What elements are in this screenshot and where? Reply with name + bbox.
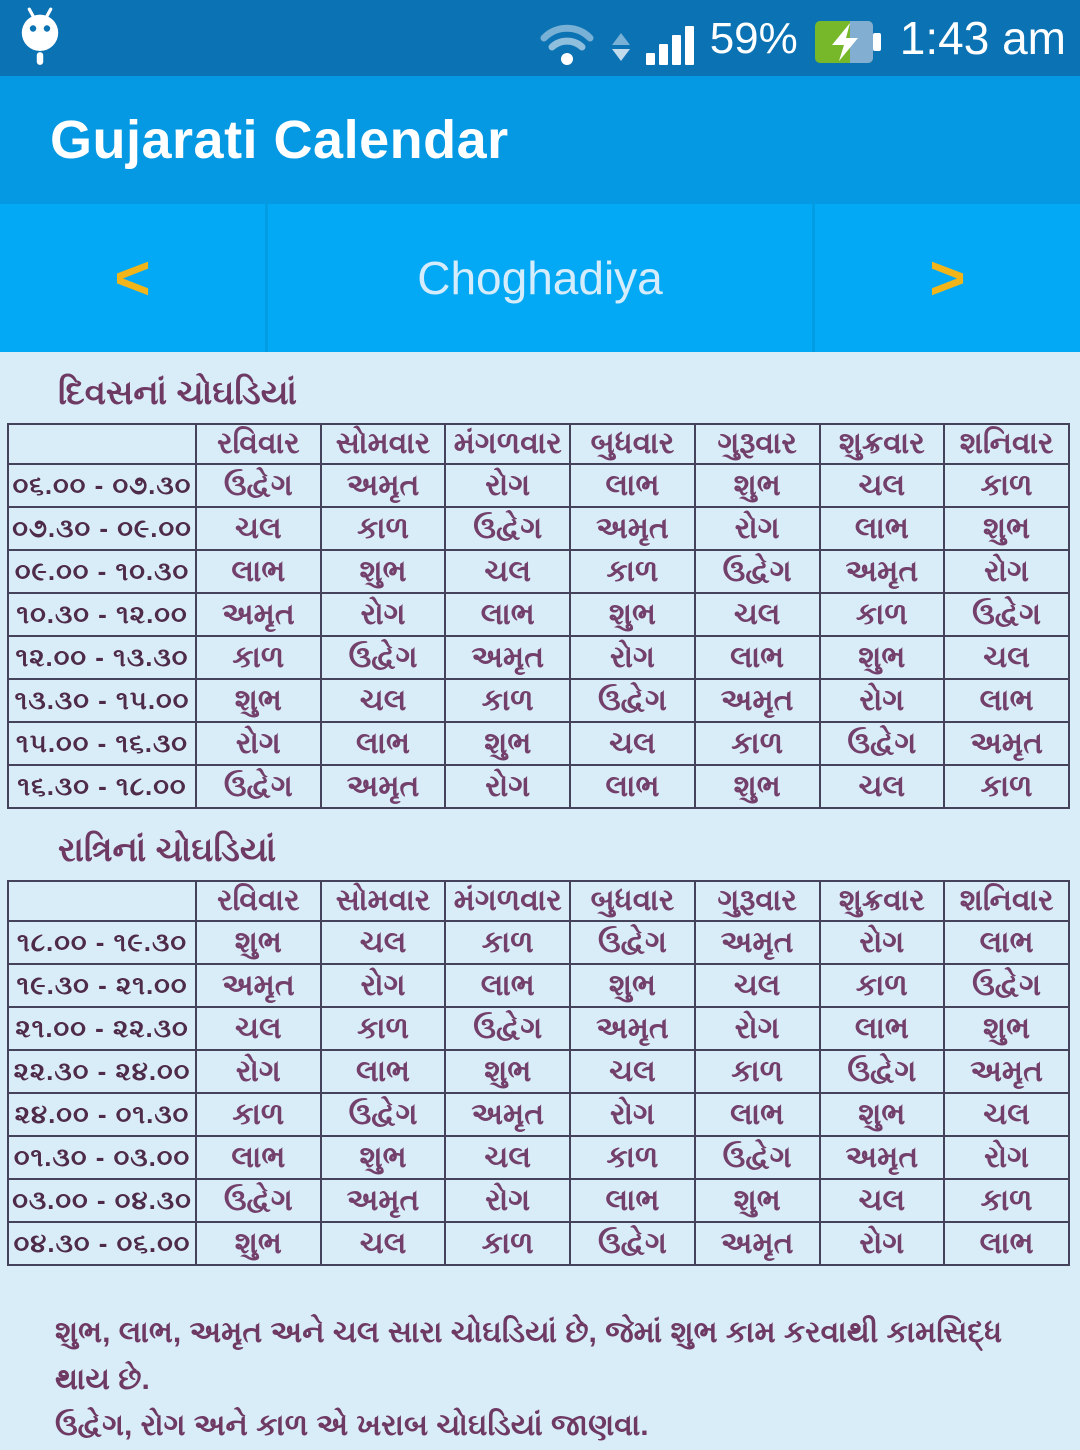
choghadiya-cell: ઉદ્વેગ <box>321 1093 446 1136</box>
table-header-row <box>8 881 1069 921</box>
choghadiya-cell: શુભ <box>445 722 570 765</box>
choghadiya-cell: રોગ <box>820 921 945 964</box>
choghadiya-cell: રોગ <box>196 722 321 765</box>
choghadiya-cell: અમૃત <box>695 1222 820 1265</box>
time-cell: ૦૪.૩૦ - ૦૬.૦૦ <box>8 1222 196 1265</box>
day-header-cell: સોમવાર <box>321 881 446 921</box>
choghadiya-cell: ઉદ્વેગ <box>570 921 695 964</box>
choghadiya-cell: કાળ <box>944 1179 1069 1222</box>
choghadiya-cell: લાભ <box>445 593 570 636</box>
choghadiya-cell: રોગ <box>321 593 446 636</box>
next-button[interactable]: > <box>812 204 1080 352</box>
status-time: 1:43 am <box>899 12 1066 64</box>
choghadiya-cell: શુભ <box>695 1179 820 1222</box>
choghadiya-cell: લાભ <box>196 550 321 593</box>
choghadiya-cell: ચલ <box>944 1093 1069 1136</box>
status-bar <box>0 0 1080 76</box>
choghadiya-cell: શુભ <box>820 636 945 679</box>
time-cell: ૦૯.૦૦ - ૧૦.૩૦ <box>8 550 196 593</box>
battery-charging-icon <box>814 18 884 71</box>
choghadiya-cell: કાળ <box>944 464 1069 507</box>
choghadiya-cell: લાભ <box>944 679 1069 722</box>
choghadiya-cell: રોગ <box>445 765 570 808</box>
choghadiya-cell: ઉદ્વેગ <box>944 964 1069 1007</box>
prev-button[interactable]: < <box>0 204 268 352</box>
day-header-cell: ગુરૂવાર <box>695 424 820 464</box>
choghadiya-cell: ચલ <box>820 765 945 808</box>
choghadiya-cell: કાળ <box>820 964 945 1007</box>
choghadiya-cell: અમૃત <box>570 1007 695 1050</box>
choghadiya-cell: અમૃત <box>820 1136 945 1179</box>
choghadiya-cell: કાળ <box>820 593 945 636</box>
choghadiya-cell: અમૃત <box>695 921 820 964</box>
table-row <box>8 550 1069 593</box>
choghadiya-cell: કાળ <box>570 550 695 593</box>
choghadiya-cell: ચલ <box>445 1136 570 1179</box>
choghadiya-cell: લાભ <box>944 921 1069 964</box>
choghadiya-cell: અમૃત <box>570 507 695 550</box>
choghadiya-cell: અમૃત <box>196 964 321 1007</box>
choghadiya-cell: શુભ <box>196 679 321 722</box>
choghadiya-cell: ચલ <box>695 593 820 636</box>
choghadiya-cell: કાળ <box>445 1222 570 1265</box>
choghadiya-cell: કાળ <box>944 765 1069 808</box>
choghadiya-cell: શુભ <box>944 1007 1069 1050</box>
time-cell: ૨૧.૦૦ - ૨૨.૩૦ <box>8 1007 196 1050</box>
time-cell: ૧૦.૩૦ - ૧૨.૦૦ <box>8 593 196 636</box>
choghadiya-cell: ચલ <box>944 636 1069 679</box>
choghadiya-cell: રોગ <box>695 1007 820 1050</box>
table-row <box>8 464 1069 507</box>
page-title: Gujarati Calendar <box>50 110 509 170</box>
table-row <box>8 1179 1069 1222</box>
choghadiya-cell: શુભ <box>570 964 695 1007</box>
corner-cell <box>8 881 196 921</box>
table-row <box>8 964 1069 1007</box>
choghadiya-cell: અમૃત <box>944 1050 1069 1093</box>
day-header-cell: રવિવાર <box>196 424 321 464</box>
footer-line-2: ઉદ્વેગ, રોગ અને કાળ એ ખરાબ ચોઘડિયાં જાણવા. <box>55 1409 649 1442</box>
choghadiya-cell: ઉદ્વેગ <box>196 765 321 808</box>
choghadiya-cell: ઉદ્વેગ <box>944 593 1069 636</box>
time-cell: ૧૨.૦૦ - ૧૩.૩૦ <box>8 636 196 679</box>
choghadiya-cell: લાભ <box>445 964 570 1007</box>
choghadiya-cell: લાભ <box>570 1179 695 1222</box>
choghadiya-cell: લાભ <box>695 636 820 679</box>
choghadiya-cell: કાળ <box>445 679 570 722</box>
choghadiya-cell: અમૃત <box>196 593 321 636</box>
day-header-cell: બુધવાર <box>570 881 695 921</box>
time-cell: ૧૩.૩૦ - ૧૫.૦૦ <box>8 679 196 722</box>
choghadiya-cell: કાળ <box>321 1007 446 1050</box>
time-cell: ૦૧.૩૦ - ૦૩.૦૦ <box>8 1136 196 1179</box>
nav-title: Choghadiya <box>417 252 663 304</box>
choghadiya-cell: અમૃત <box>445 636 570 679</box>
corner-cell <box>8 424 196 464</box>
choghadiya-cell: ચલ <box>820 464 945 507</box>
choghadiya-cell: શુભ <box>570 593 695 636</box>
choghadiya-cell: શુભ <box>321 1136 446 1179</box>
choghadiya-cell: લાભ <box>944 1222 1069 1265</box>
day-header-cell: મંગળવાર <box>445 424 570 464</box>
table-row <box>8 1050 1069 1093</box>
choghadiya-cell: રોગ <box>570 636 695 679</box>
choghadiya-cell: ચલ <box>321 679 446 722</box>
app-header <box>0 76 1080 204</box>
choghadiya-cell: ઉદ્વેગ <box>570 1222 695 1265</box>
choghadiya-nav <box>0 204 1080 352</box>
choghadiya-cell: શુભ <box>695 464 820 507</box>
day-header-cell: શુક્રવાર <box>820 881 945 921</box>
choghadiya-cell: કાળ <box>321 507 446 550</box>
day-header-cell: રવિવાર <box>196 881 321 921</box>
time-cell: ૦૬.૦૦ - ૦૭.૩૦ <box>8 464 196 507</box>
night-choghadiya-table <box>7 880 1070 1266</box>
time-cell: ૨૪.૦૦ - ૦૧.૩૦ <box>8 1093 196 1136</box>
time-cell: ૨૨.૩૦ - ૨૪.૦૦ <box>8 1050 196 1093</box>
choghadiya-cell: લાભ <box>321 1050 446 1093</box>
choghadiya-cell: ચલ <box>196 507 321 550</box>
choghadiya-cell: શુભ <box>321 550 446 593</box>
updown-arrows-icon <box>612 33 630 61</box>
choghadiya-cell: અમૃત <box>820 550 945 593</box>
choghadiya-cell: કાળ <box>196 636 321 679</box>
choghadiya-cell: ઉદ્વેગ <box>321 636 446 679</box>
battery-percent: 59% <box>709 14 798 63</box>
time-cell: ૧૮.૦૦ - ૧૯.૩૦ <box>8 921 196 964</box>
footer-line-1: શુભ, લાભ, અમૃત અને ચલ સારા ચોઘડિયાં છે, જેમાં શુભ કામ કરવાથી કામસિદ્ધ થાય છે. <box>55 1316 1003 1396</box>
choghadiya-cell: ઉદ્વેગ <box>695 1136 820 1179</box>
choghadiya-cell: ઉદ્વેગ <box>570 679 695 722</box>
choghadiya-cell: રોગ <box>820 679 945 722</box>
choghadiya-cell: ઉદ્વેગ <box>196 1179 321 1222</box>
choghadiya-cell: રોગ <box>321 964 446 1007</box>
signal-bars-icon <box>646 26 694 65</box>
table-row <box>8 679 1069 722</box>
android-head-icon <box>14 6 66 71</box>
choghadiya-cell: ચલ <box>321 921 446 964</box>
table-row <box>8 636 1069 679</box>
choghadiya-cell: શુભ <box>196 921 321 964</box>
choghadiya-cell: ઉદ્વેગ <box>445 1007 570 1050</box>
choghadiya-cell: શુભ <box>196 1222 321 1265</box>
choghadiya-cell: લાભ <box>570 765 695 808</box>
choghadiya-cell: ચલ <box>570 722 695 765</box>
choghadiya-cell: ઉદ્વેગ <box>445 507 570 550</box>
table-row <box>8 1222 1069 1265</box>
time-cell: ૧૬.૩૦ - ૧૮.૦૦ <box>8 765 196 808</box>
choghadiya-cell: અમૃત <box>445 1093 570 1136</box>
choghadiya-cell: રોગ <box>695 507 820 550</box>
choghadiya-cell: ઉદ્વેગ <box>695 550 820 593</box>
table-row <box>8 1136 1069 1179</box>
table-row <box>8 722 1069 765</box>
day-table-title: દિવસનાં ચોઘડિયાં <box>58 374 297 412</box>
choghadiya-cell: લાભ <box>820 507 945 550</box>
choghadiya-cell: ચલ <box>196 1007 321 1050</box>
choghadiya-cell: લાભ <box>196 1136 321 1179</box>
choghadiya-cell: લાભ <box>820 1007 945 1050</box>
day-header-cell: સોમવાર <box>321 424 446 464</box>
day-header-cell: ગુરૂવાર <box>695 881 820 921</box>
table-header-row <box>8 424 1069 464</box>
choghadiya-cell: રોગ <box>445 1179 570 1222</box>
time-cell: ૧૯.૩૦ - ૨૧.૦૦ <box>8 964 196 1007</box>
choghadiya-cell: રોગ <box>196 1050 321 1093</box>
choghadiya-cell: શુભ <box>695 765 820 808</box>
choghadiya-cell: ઉદ્વેગ <box>820 722 945 765</box>
choghadiya-cell: કાળ <box>445 921 570 964</box>
choghadiya-cell: ચલ <box>820 1179 945 1222</box>
choghadiya-cell: અમૃત <box>944 722 1069 765</box>
choghadiya-cell: અમૃત <box>321 1179 446 1222</box>
choghadiya-cell: રોગ <box>445 464 570 507</box>
choghadiya-cell: કાળ <box>570 1136 695 1179</box>
night-table-title: રાત્રિનાં ચોઘડિયાં <box>58 831 277 869</box>
choghadiya-cell: કાળ <box>695 722 820 765</box>
choghadiya-cell: ઉદ્વેગ <box>820 1050 945 1093</box>
table-row <box>8 1007 1069 1050</box>
time-cell: ૧૫.૦૦ - ૧૬.૩૦ <box>8 722 196 765</box>
choghadiya-cell: લાભ <box>695 1093 820 1136</box>
table-row <box>8 593 1069 636</box>
time-cell: ૦૭.૩૦ - ૦૯.૦૦ <box>8 507 196 550</box>
choghadiya-cell: લાભ <box>570 464 695 507</box>
choghadiya-cell: ચલ <box>695 964 820 1007</box>
choghadiya-cell: રોગ <box>944 1136 1069 1179</box>
day-header-cell: શનિવાર <box>944 881 1069 921</box>
table-row <box>8 921 1069 964</box>
table-row <box>8 765 1069 808</box>
choghadiya-cell: અમૃત <box>695 679 820 722</box>
choghadiya-cell: કાળ <box>196 1093 321 1136</box>
day-header-cell: બુધવાર <box>570 424 695 464</box>
choghadiya-cell: શુભ <box>445 1050 570 1093</box>
choghadiya-cell: લાભ <box>321 722 446 765</box>
choghadiya-cell: ચલ <box>445 550 570 593</box>
choghadiya-cell: રોગ <box>820 1222 945 1265</box>
choghadiya-cell: ઉદ્વેગ <box>196 464 321 507</box>
choghadiya-cell: ચલ <box>321 1222 446 1265</box>
time-cell: ૦૩.૦૦ - ૦૪.૩૦ <box>8 1179 196 1222</box>
footer-note <box>55 1310 1022 1450</box>
table-row <box>8 507 1069 550</box>
choghadiya-cell: રોગ <box>570 1093 695 1136</box>
choghadiya-cell: અમૃત <box>321 464 446 507</box>
table-row <box>8 1093 1069 1136</box>
choghadiya-cell: શુભ <box>820 1093 945 1136</box>
choghadiya-cell: અમૃત <box>321 765 446 808</box>
choghadiya-cell: કાળ <box>695 1050 820 1093</box>
day-header-cell: શુક્રવાર <box>820 424 945 464</box>
choghadiya-cell: શુભ <box>944 507 1069 550</box>
choghadiya-cell: રોગ <box>944 550 1069 593</box>
day-header-cell: મંગળવાર <box>445 881 570 921</box>
wifi-icon <box>538 16 596 71</box>
choghadiya-cell: ચલ <box>570 1050 695 1093</box>
day-header-cell: શનિવાર <box>944 424 1069 464</box>
day-choghadiya-table <box>7 423 1070 809</box>
